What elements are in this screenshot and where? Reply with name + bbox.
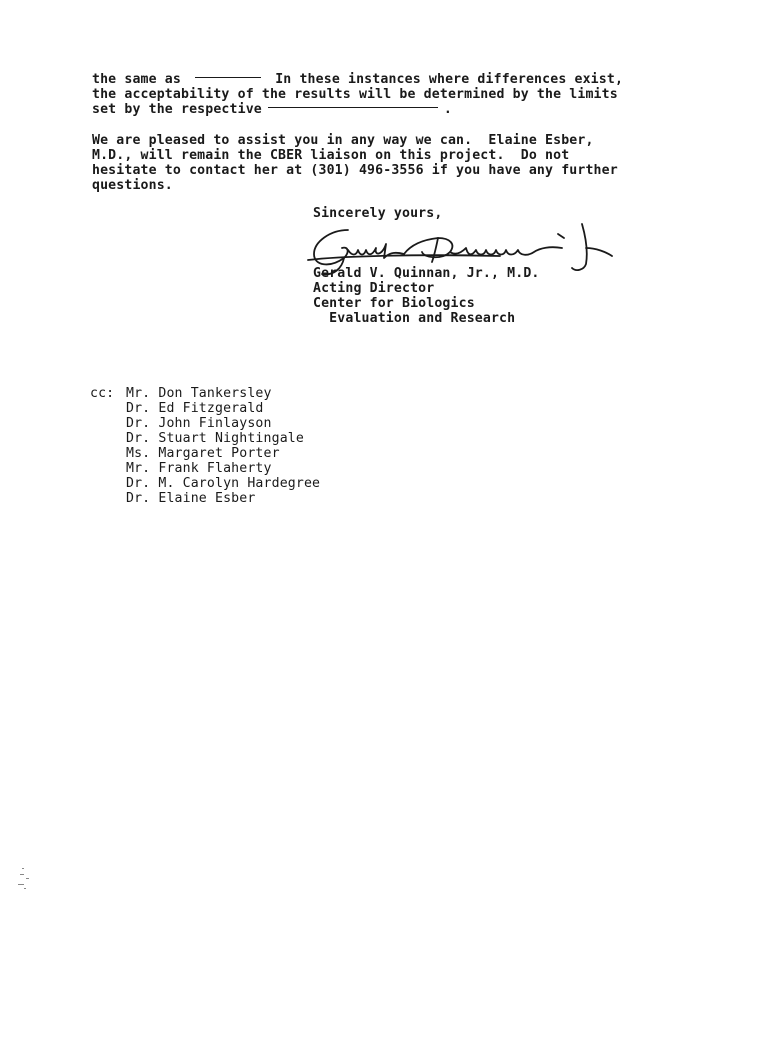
signer-name: Gerald V. Quinnan, Jr., M.D.: [313, 266, 540, 281]
cc-recipient: Dr. Stuart Nightingale: [126, 431, 304, 446]
paragraph-2-line-2: M.D., will remain the CBER liaison on this project. Do not: [92, 148, 570, 163]
cc-recipient: Dr. M. Carolyn Hardegree: [126, 476, 321, 491]
blank-line: [268, 107, 438, 108]
paragraph-2-line-3: hesitate to contact her at (301) 496-3556 if you have any further: [92, 163, 618, 178]
paragraph-1-line-1: [92, 72, 623, 87]
cc-label: cc:: [90, 386, 115, 401]
paragraph-1-line-3: [92, 102, 452, 117]
cc-recipient: Mr. Don Tankersley: [126, 386, 272, 401]
paragraph-2-line-1: We are pleased to assist you in any way we can. Elaine Esber,: [92, 133, 594, 148]
text-fragment: In these instances where differences exist,: [275, 72, 624, 87]
signer-org-line-2: Evaluation and Research: [313, 311, 516, 326]
cc-recipient: Ms. Margaret Porter: [126, 446, 280, 461]
signer-org-line-1: Center for Biologics: [313, 296, 475, 311]
closing: Sincerely yours,: [313, 206, 443, 221]
paragraph-2-line-4: questions.: [92, 178, 173, 193]
text-fragment: set by the respective: [92, 102, 262, 117]
text-fragment: .: [443, 102, 452, 117]
paragraph-1-line-2: the acceptability of the results will be determined by the limits: [92, 87, 618, 102]
cc-recipient: Dr. John Finlayson: [126, 416, 272, 431]
text-fragment: the same as: [92, 72, 181, 87]
signer-title: Acting Director: [313, 281, 435, 296]
scan-artifact: [16, 866, 46, 896]
cc-recipient: Dr. Elaine Esber: [126, 491, 256, 506]
cc-recipient: Mr. Frank Flaherty: [126, 461, 272, 476]
blank-line: [195, 77, 261, 78]
cc-recipient: Dr. Ed Fitzgerald: [126, 401, 264, 416]
